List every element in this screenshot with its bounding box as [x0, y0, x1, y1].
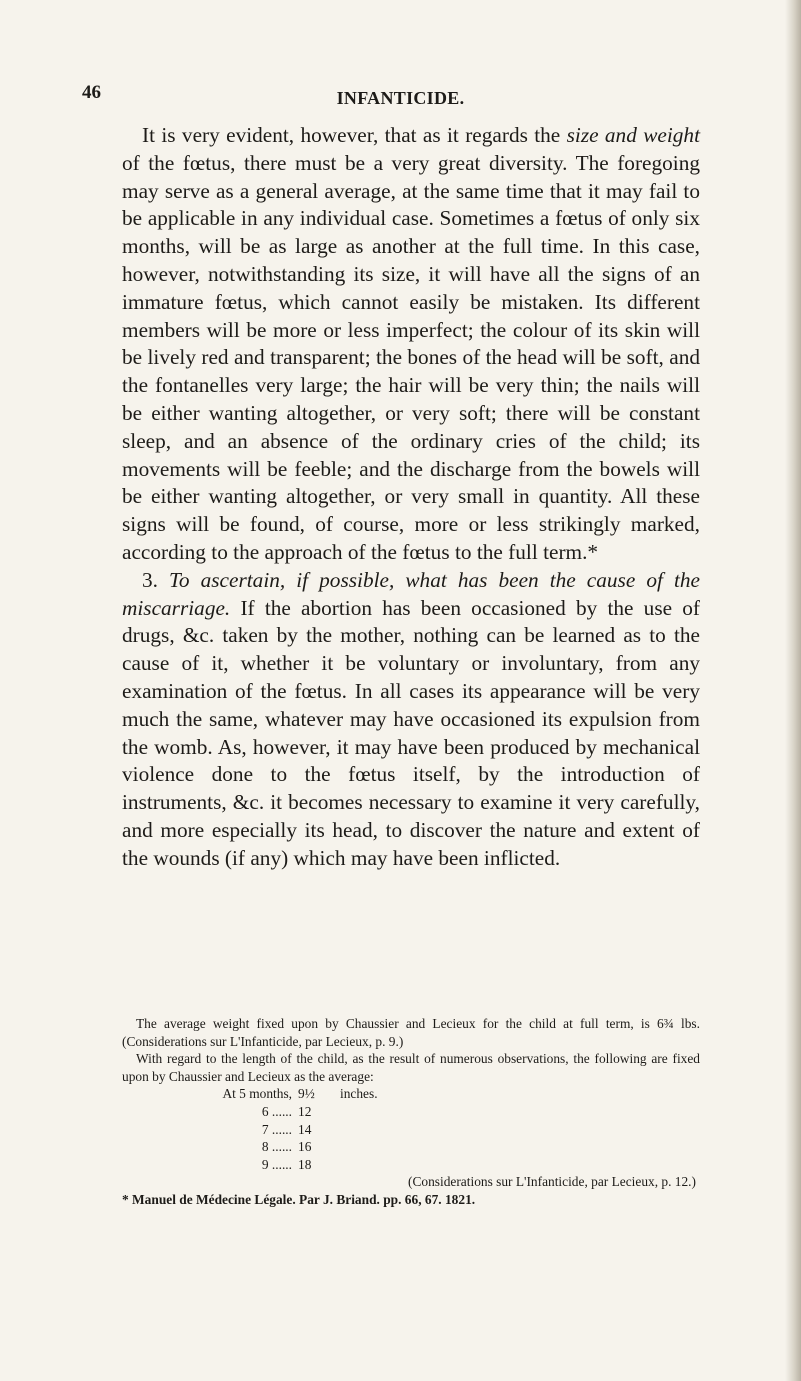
citation: (Considerations sur L'Infanticide, par Lecieux, p. 12.) — [408, 1174, 696, 1190]
text-run: It is very evident, however, that as it regards the — [142, 123, 567, 147]
measurement-row — [122, 1121, 700, 1139]
length-measurements-table — [122, 1085, 700, 1173]
text-run: of the fœtus, there must be a very great diversity. The foregoing may serve as a general average, at the same time that it may fail to be applicable in any individual case. Sometimes a fœtus of only six months, will be as large as another at the full time. In this case, however, notwithstanding its size, it will have all the signs of an immature fœtus, which cannot easily be mistaken. Its different members will be more or less imperfect; the colour of its skin will be lively red and transparent; the bones of the head will be soft, and the fontanelles very large; the hair will be very thin; the nails will be either wanting altogether, or very soft; there will be constant sleep, and an absence of the ordinary cries of the child; its movements will be feeble; and the discharge from the bowels will be either wanting altogether, or very small in quantity. All these signs will be found, of course, more or less strikingly marked, according to the approach of the fœtus to the full term.* — [122, 150, 700, 564]
measurement-age: 8 ...... — [261, 1139, 292, 1155]
measurement-age: At 5 months, — [222, 1086, 292, 1102]
measurement-age: 9 ...... — [261, 1156, 292, 1172]
measurement-row — [122, 1085, 700, 1103]
body-text — [122, 122, 700, 873]
measurement-row — [122, 1103, 700, 1121]
measurement-row — [122, 1138, 700, 1156]
text-run: If the abortion has been occasioned by the use of drugs, &c. taken by the mother, nothing can be learned as to the cause of it, whether it be voluntary or involuntary, from any examination of the fœtus. In all cases its appearance will be very much the same, whatever may have occasioned its expulsion from the womb. As, however, it may have been produced by mechanical violence done to the fœtus itself, by the introduction of instruments, &c. it becomes necessary to examine it very carefully, and more especially its head, to discover the nature and extent of the wounds (if any) which may have been inflicted. — [122, 595, 700, 870]
measurement-value: 18 — [298, 1156, 312, 1172]
section-number: 3. — [142, 567, 170, 592]
measurement-value: 9½ — [298, 1086, 315, 1102]
paragraph-size-weight — [122, 122, 700, 567]
emphasis-size-weight: size and weight — [566, 123, 700, 147]
section-heading-italic: To ascertain, if possible, what has been the cause of the miscarriage. — [122, 567, 700, 620]
measurement-value: 16 — [298, 1139, 312, 1155]
measurement-age: 7 ...... — [261, 1121, 292, 1137]
footnote: * Manuel de Médecine Légale. Par J. Briand. pp. 66, 67. 1821. — [122, 1191, 476, 1207]
running-head: INFANTICIDE. — [336, 88, 465, 108]
paragraph-cause-of-miscarriage — [122, 567, 700, 873]
page-header — [0, 82, 801, 122]
notes-block — [122, 1015, 700, 1209]
measurement-age: 6 ...... — [261, 1103, 292, 1119]
measurement-row — [122, 1156, 700, 1174]
measurement-value: 12 — [298, 1103, 312, 1119]
measurement-value: 14 — [298, 1121, 312, 1137]
measurement-unit: inches. — [340, 1086, 378, 1102]
note-weight: The average weight fixed upon by Chaussier and Lecieux for the child at full term, is 6¾ lbs. (Considerations sur L'Infanticide, par Lecieux, p. 9.) — [122, 1016, 700, 1049]
page-edge-shadow — [785, 0, 801, 1381]
note-length: With regard to the length of the child, as the result of numerous observations, the following are fixed upon by Chaussier and Lecieux as the average: — [122, 1051, 700, 1084]
page-number: 46 — [82, 82, 101, 103]
